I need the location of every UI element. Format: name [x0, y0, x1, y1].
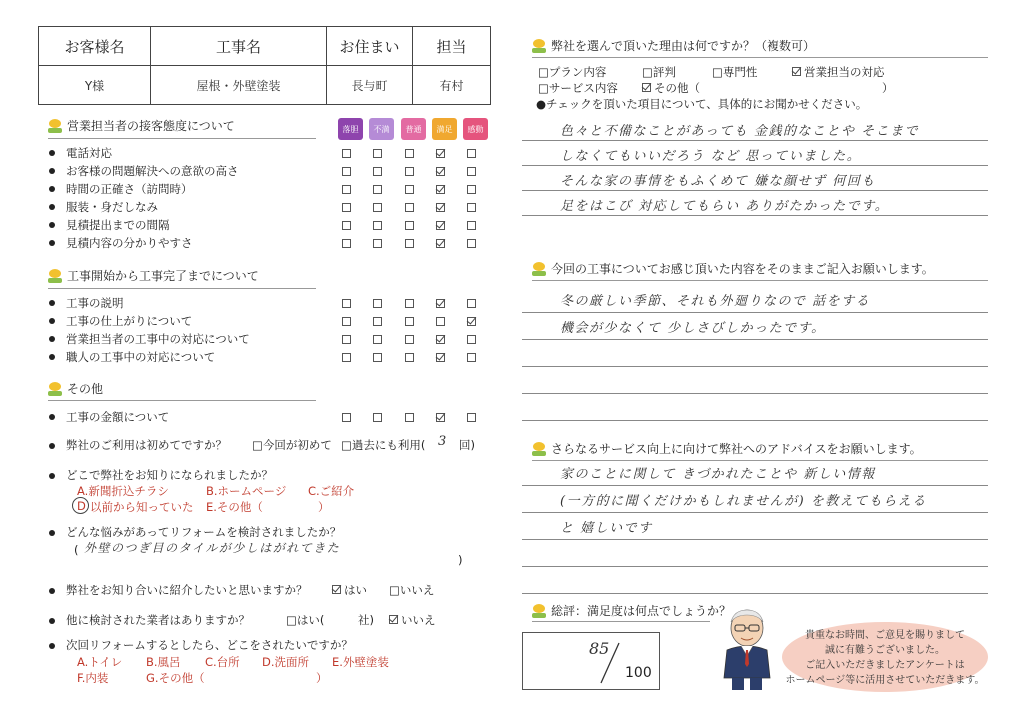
others-no[interactable]: いいえ [401, 613, 436, 627]
header-label-work: 工事名 [151, 27, 327, 66]
reason-detail-question: ●チェックを頂いた項目について、具体的にお聞かせください。 [536, 97, 868, 111]
rating-checkbox[interactable] [373, 299, 382, 308]
message-line: ご記入いただきましたアンケートは [805, 660, 965, 671]
answer-rule-line [522, 393, 988, 394]
next-g-close: ） [316, 671, 328, 685]
rating-checkbox[interactable] [467, 185, 476, 194]
how-known-c[interactable]: C.ご紹介 [308, 484, 355, 498]
refer-question: 弊社をお知り合いに紹介したいと思いますか？ [66, 583, 308, 597]
answer-rule-line [522, 420, 988, 421]
bullet [49, 530, 55, 536]
rating-checkbox[interactable] [436, 239, 445, 248]
how-known-a[interactable]: A.新聞折込チラシ [77, 484, 169, 498]
bullet [49, 204, 55, 210]
next-g[interactable]: G.その他（ [146, 671, 205, 685]
bullet [49, 414, 55, 420]
answer-rule-line [522, 512, 988, 513]
handwritten-answer-line: 足をはこび 対応してもらい ありがたかったです。 [560, 199, 890, 214]
rating-item-label: 工事の説明 [66, 296, 124, 310]
bullet [49, 618, 55, 624]
rating-checkbox[interactable] [436, 221, 445, 230]
rating-level-badge: 感動 [463, 118, 488, 140]
rating-item-label: 電話対応 [66, 146, 112, 160]
how-known-d-letter[interactable]: D [77, 499, 86, 513]
next-c[interactable]: C.台所 [205, 655, 240, 669]
answer-rule-line [522, 593, 988, 594]
rating-checkbox[interactable] [467, 353, 476, 362]
bullet [49, 318, 55, 324]
rating-checkbox[interactable] [467, 167, 476, 176]
answer-rule-line [522, 485, 988, 486]
handwritten-answer-line: そんな家の事情をもふくめて 嫌な顔せず 何回も [560, 174, 876, 189]
others-question: 他に検討された業者はありますか？ [66, 613, 250, 627]
reason-other[interactable]: その他（ [654, 81, 700, 95]
reason-plan[interactable]: □プラン内容 [538, 65, 607, 79]
bullet [49, 643, 55, 649]
rating-checkbox[interactable] [467, 239, 476, 248]
others-no-checkbox[interactable] [389, 615, 398, 624]
rating-item-label: 服装・身だしなみ [66, 200, 158, 214]
handwritten-answer-line: 冬の厳しい季節、それも外廻りなので 話をする [560, 294, 871, 309]
rating-checkbox[interactable] [467, 149, 476, 158]
header-value-customer: Y様 [39, 66, 151, 105]
rating-item-label: 見積内容の分かりやすさ [66, 236, 193, 250]
flower-icon [532, 604, 546, 618]
bullet [49, 443, 55, 449]
rating-checkbox[interactable] [405, 203, 414, 212]
first-time-count: 3 [438, 434, 448, 449]
rating-checkbox[interactable] [342, 239, 351, 248]
message-line: 貴重なお時間、ご意見を賜りまして [805, 630, 965, 641]
rating-checkbox[interactable] [436, 413, 445, 422]
rating-checkbox[interactable] [405, 353, 414, 362]
rating-checkbox[interactable] [467, 335, 476, 344]
bullet [49, 222, 55, 228]
rating-checkbox[interactable] [405, 239, 414, 248]
flower-icon [48, 269, 62, 283]
how-known-b[interactable]: B.ホームページ [206, 484, 287, 498]
worries-question: どんな悩みがあってリフォームを検討されましたか？ [66, 525, 342, 539]
rating-checkbox[interactable] [436, 167, 445, 176]
handwritten-answer-line: 家のことに関して きづかれたことや 新しい情報 [560, 467, 876, 482]
rating-checkbox[interactable] [373, 149, 382, 158]
rating-checkbox[interactable] [373, 335, 382, 344]
rating-item-label: 営業担当者の工事中の対応について [66, 332, 250, 346]
rating-checkbox[interactable] [436, 203, 445, 212]
bullet [49, 473, 55, 479]
section-underline [532, 460, 988, 461]
first-time-question: 弊社のご利用は初めてですか？ [66, 438, 227, 452]
answer-rule-line [522, 215, 988, 216]
rating-item-label: 時間の正確さ（訪問時） [66, 182, 193, 196]
impression-title: 今回の工事についてお感じ頂いた内容をそのままご記入お願いします。 [532, 260, 934, 277]
customer-info-table [38, 26, 491, 105]
rating-checkbox[interactable] [342, 353, 351, 362]
first-time-unit: 回) [459, 438, 475, 452]
bullet [49, 168, 55, 174]
score-slash [595, 641, 625, 685]
handwritten-answer-line: しなくてもいいだろう など 思っていました。 [560, 149, 862, 164]
rating-checkbox[interactable] [342, 185, 351, 194]
worries-close: ) [458, 553, 463, 567]
how-known-d[interactable]: 以前から知っていた [90, 500, 194, 514]
next-d[interactable]: D.洗面所 [262, 655, 310, 669]
section-underline [532, 280, 988, 281]
rating-checkbox[interactable] [342, 413, 351, 422]
score-box [522, 632, 660, 690]
reason-sales[interactable]: 営業担当の対応 [804, 65, 885, 79]
header-label-address: お住まい [327, 27, 413, 66]
bullet [49, 240, 55, 246]
staff-illustration [718, 606, 776, 692]
score-max: 100 [625, 665, 652, 681]
advice-title: さらなるサービス向上に向けて弊社へのアドバイスをお願いします。 [532, 440, 922, 457]
section-title-sales: 営業担当者の接客態度について [48, 117, 235, 134]
next-e[interactable]: E.外壁塗装 [332, 655, 389, 669]
bullet [49, 186, 55, 192]
rating-checkbox[interactable] [342, 335, 351, 344]
thank-you-message [782, 622, 988, 692]
flower-icon [48, 382, 62, 396]
rating-checkbox[interactable] [467, 221, 476, 230]
header-value-address: 長与町 [327, 66, 413, 105]
bullet [49, 588, 55, 594]
rating-checkbox[interactable] [373, 185, 382, 194]
how-known-e-close: ） [318, 500, 330, 514]
rating-checkbox[interactable] [373, 353, 382, 362]
answer-rule-line [522, 140, 988, 141]
rating-checkbox[interactable] [405, 167, 414, 176]
worries-open: ( [74, 543, 79, 557]
rating-item-label: 工事の金額について [66, 410, 170, 424]
rating-checkbox[interactable] [405, 221, 414, 230]
rating-checkbox[interactable] [436, 335, 445, 344]
rating-checkbox[interactable] [373, 167, 382, 176]
score-title: 総評：満足度は何点でしょうか？ [532, 602, 731, 619]
rating-level-badge: 不満 [369, 118, 394, 140]
bullet [49, 336, 55, 342]
reason-other-checkbox[interactable] [642, 83, 651, 92]
reason-reputation[interactable]: □評判 [642, 65, 676, 79]
handwritten-answer-line: と 嬉しいです [560, 521, 653, 536]
how-known-question: どこで弊社をお知りになられましたか？ [66, 468, 273, 482]
answer-rule-line [522, 165, 988, 166]
reason-title: 弊社を選んで頂いた理由は何ですか？（複数可） [532, 37, 815, 54]
answer-rule-line [522, 312, 988, 313]
worries-answer: 外壁のつぎ目のタイルが少しはがれてきた [84, 541, 341, 555]
reason-sales-checkbox[interactable] [792, 67, 801, 76]
others-mid: 社) [358, 613, 374, 627]
refer-no[interactable]: □いいえ [389, 583, 435, 597]
rating-checkbox[interactable] [467, 317, 476, 326]
score-value: 85 [589, 639, 610, 658]
rating-checkbox[interactable] [436, 317, 445, 326]
rating-checkbox[interactable] [342, 203, 351, 212]
handwritten-answer-line: 機会が少なくて 少しさびしかったです。 [560, 321, 826, 336]
rating-checkbox[interactable] [373, 413, 382, 422]
next-a[interactable]: A.トイレ [77, 655, 123, 669]
rating-checkbox[interactable] [467, 299, 476, 308]
rating-checkbox[interactable] [342, 167, 351, 176]
how-known-e[interactable]: E.その他（ [206, 500, 263, 514]
answer-rule-line [522, 566, 988, 567]
answer-rule-line [522, 366, 988, 367]
rating-level-badge: 満足 [432, 118, 457, 140]
next-question: 次回リフォームするとしたら、どこをされたいですか？ [66, 638, 353, 652]
rating-checkbox[interactable] [405, 185, 414, 194]
rating-checkbox[interactable] [405, 413, 414, 422]
reason-service[interactable]: □サービス内容 [538, 81, 618, 95]
section-underline [532, 57, 988, 58]
refer-yes-checkbox[interactable] [332, 585, 341, 594]
rating-level-badge: 落胆 [338, 118, 363, 140]
rating-level-badge: 普通 [401, 118, 426, 140]
handwritten-answer-line: (一方的に聞くだけかもしれませんが) を教えてもらえる [560, 494, 927, 509]
header-value-staff: 有村 [413, 66, 491, 105]
refer-yes[interactable]: はい [344, 583, 367, 597]
message-line: ホームページ等に活用させていただきます。 [785, 675, 985, 686]
rating-checkbox[interactable] [373, 203, 382, 212]
rating-checkbox[interactable] [342, 221, 351, 230]
bullet [49, 150, 55, 156]
answer-rule-line [522, 190, 988, 191]
rating-checkbox[interactable] [436, 353, 445, 362]
rating-checkbox[interactable] [373, 221, 382, 230]
reason-expertise[interactable]: □専門性 [712, 65, 758, 79]
rating-checkbox[interactable] [405, 335, 414, 344]
section-underline [48, 288, 316, 289]
section-underline [532, 621, 710, 622]
handwritten-answer-line: 色々と不備なことがあっても 金銭的なことや そこまで [560, 124, 920, 139]
bullet [49, 354, 55, 360]
rating-checkbox[interactable] [436, 185, 445, 194]
flower-icon [532, 39, 546, 53]
rating-checkbox[interactable] [405, 149, 414, 158]
next-f[interactable]: F.内装 [77, 671, 109, 685]
flower-icon [48, 119, 62, 133]
rating-checkbox[interactable] [373, 239, 382, 248]
rating-checkbox[interactable] [405, 299, 414, 308]
header-label-customer: お客様名 [39, 27, 151, 66]
rating-checkbox[interactable] [436, 299, 445, 308]
answer-rule-line [522, 539, 988, 540]
rating-item-label: 職人の工事中の対応について [66, 350, 216, 364]
header-label-staff: 担当 [413, 27, 491, 66]
section-underline [48, 400, 316, 401]
rating-checkbox[interactable] [342, 149, 351, 158]
rating-checkbox[interactable] [405, 317, 414, 326]
reason-other-close: ） [882, 81, 894, 95]
section-title-construction: 工事開始から工事完了までについて [48, 267, 259, 284]
header-value-work: 屋根・外壁塗装 [151, 66, 327, 105]
first-time-option-2[interactable]: □過去にも利用( [341, 438, 426, 452]
rating-item-label: お客様の問題解決への意欲の高さ [66, 164, 239, 178]
bullet [49, 300, 55, 306]
rating-item-label: 工事の仕上がりについて [66, 314, 193, 328]
answer-rule-line [522, 339, 988, 340]
section-underline [48, 138, 316, 139]
rating-checkbox[interactable] [436, 149, 445, 158]
message-line: 誠に有難うございました。 [825, 645, 945, 656]
section-title-other: その他 [48, 380, 103, 397]
rating-item-label: 見積提出までの間隔 [66, 218, 170, 232]
flower-icon [532, 262, 546, 276]
next-b[interactable]: B.風呂 [146, 655, 181, 669]
rating-checkbox[interactable] [373, 317, 382, 326]
rating-checkbox[interactable] [467, 203, 476, 212]
rating-checkbox[interactable] [467, 413, 476, 422]
flower-icon [532, 442, 546, 456]
rating-checkbox[interactable] [342, 299, 351, 308]
others-yes[interactable]: □はい( [286, 613, 325, 627]
rating-checkbox[interactable] [342, 317, 351, 326]
first-time-option-1[interactable]: □今回が初めて [252, 438, 332, 452]
